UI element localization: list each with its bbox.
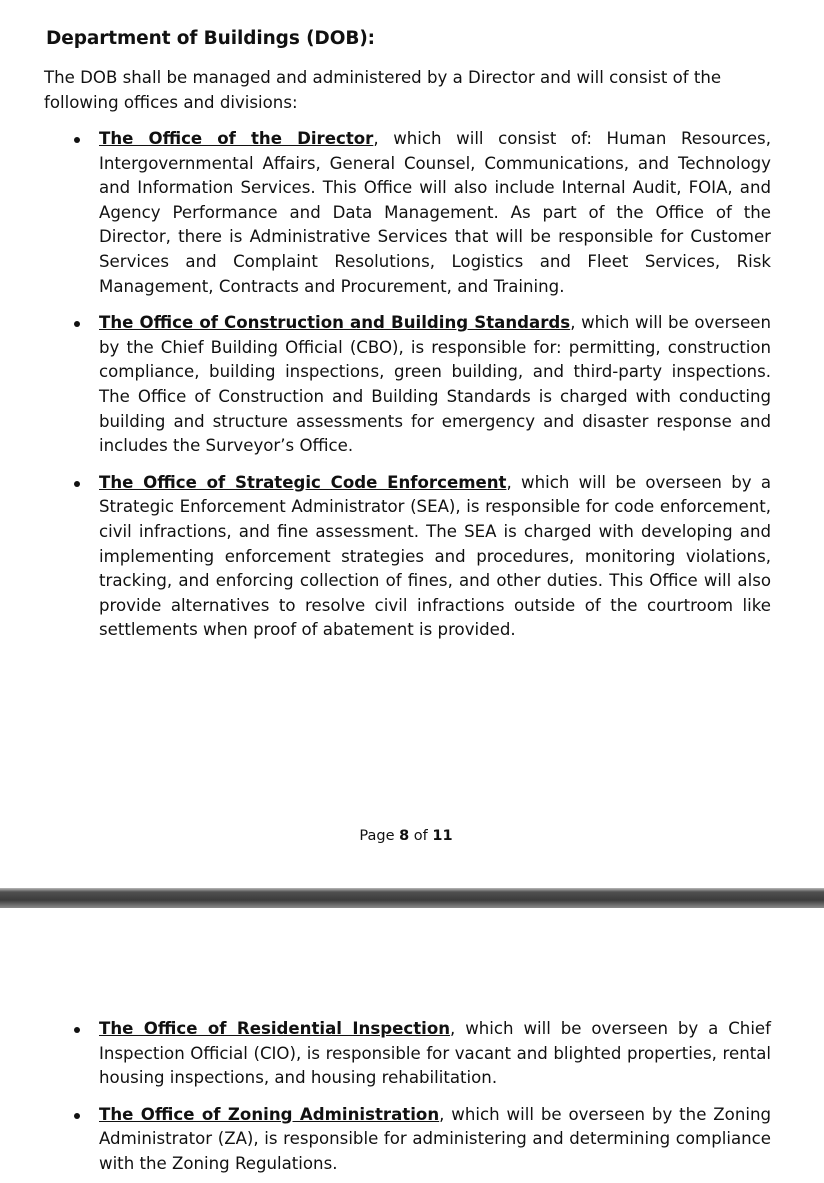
bullet-icon xyxy=(74,481,80,487)
office-description: , which will be overseen by a Chief Inspection Official (CIO), is responsible for vacant and blighted properties, rental housing inspections, and housing rehabilitation. xyxy=(99,1019,771,1088)
list-item xyxy=(0,311,824,459)
list-item-text xyxy=(99,1017,771,1091)
office-description: , which will be overseen by the Zoning Administrator (ZA), is responsible for administering and determining compliance with the Zoning Regulations. xyxy=(99,1104,771,1173)
office-name: The Office of Construction and Building Standards xyxy=(99,313,571,333)
office-name: The Office of Zoning Administration xyxy=(99,1104,440,1124)
bullet-icon xyxy=(74,1027,80,1033)
list-item-text xyxy=(99,127,771,299)
list-item-text xyxy=(99,311,771,459)
page-number: Page 8 of 11 xyxy=(359,828,453,844)
current-page: 8 xyxy=(399,828,410,844)
intro-paragraph: The DOB shall be managed and administered by a Director and will consist of the following offices and divisions: xyxy=(44,68,722,112)
list-item xyxy=(0,1017,824,1091)
office-description: , which will be overseen by the Chief Building Official (CBO), is responsible for: permitting, construction compliance, building inspections, green building, and third-party inspections. The Office of Construction and Building Standards is charged with conducting building and structure assessments for emergency and disaster response and includes the Surveyor’s Office. xyxy=(99,313,771,456)
office-name: The Office of Residential Inspection xyxy=(99,1019,451,1038)
list-item-text xyxy=(99,1103,771,1177)
list-item xyxy=(0,1103,824,1177)
total-pages: 11 xyxy=(432,828,453,844)
office-list-continued xyxy=(0,1017,824,1177)
office-description: , which will consist of: Human Resources, Intergovernmental Affairs, General Counsel, Communications, and Technology and Information Services. This Office will also include Internal Audit, FOIA, and Agency Performance and Data Management. As part of the Office of the Director, there is Administrative Services that will be responsible for Customer Services and Complaint Resolutions, Logistics and Fleet Services, Risk Management, Contracts and Procurement, and Training. xyxy=(99,129,771,296)
office-list xyxy=(0,127,824,643)
list-item xyxy=(0,471,824,643)
list-item xyxy=(0,127,824,299)
document-page-9 xyxy=(0,908,824,1183)
bullet-icon xyxy=(74,1113,80,1119)
bullet-icon xyxy=(74,137,80,143)
office-name: The Office of the Director xyxy=(99,129,374,148)
bullet-icon xyxy=(74,321,80,327)
office-name: The Office of Strategic Code Enforcement xyxy=(99,472,507,492)
list-item-text xyxy=(99,471,771,643)
page-separator xyxy=(0,888,824,908)
office-description: , which will be overseen by a Strategic Enforcement Administrator (SEA), is responsible for code enforcement, civil infractions, and fine assessment. The SEA is charged with developing and implementing enforcement strategies and procedures, monitoring violations, tracking, and enforcing collection of fines, and other duties. This Office will also provide alternatives to resolve civil infractions outside of the courtroom like settlements when proof of abatement is provided. xyxy=(99,472,771,640)
section-heading: Department of Buildings (DOB): xyxy=(46,28,375,49)
